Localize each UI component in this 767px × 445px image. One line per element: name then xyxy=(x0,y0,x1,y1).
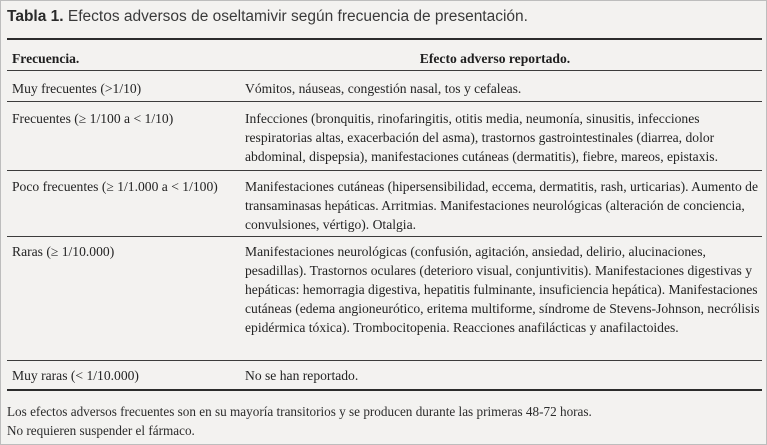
row-5-frequency: Muy raras (< 1/10.000) xyxy=(12,368,139,383)
row-5-effect: No se han reportado. xyxy=(245,368,359,383)
footnote-line-2: No requieren suspender el fármaco. xyxy=(7,423,195,438)
row-4-effect: Manifestaciones neurológicas (confusión, agitación, ansiedad, delirio, alucinaciones, pesadillas). Trastornos oculares (deterioro visual, conjuntivitis). Manifestaciones digestivas y hepáticas: hemorragia digestiva, hepatitis fulminante, insuficiencia hepática). Manifestaciones cutáneas (edema angioneurótico, eritema multiforme, síndrome de Stevens-Johnson, necrólisis epidérmica tóxica). Trombocitopenia. Reacciones anafilácticas y anafilactoides. xyxy=(245,244,760,335)
caption-text: Efectos adversos de oseltamivir según frecuencia de presentación. xyxy=(67,8,528,25)
header-frequency: Frecuencia. xyxy=(12,51,80,66)
row-1-frequency: Muy frecuentes (>1/10) xyxy=(12,81,142,96)
bottom-rule xyxy=(7,389,762,391)
table-caption xyxy=(7,8,528,26)
footnote-line-1: Los efectos adversos frecuentes son en su mayoría transitorios y se producen durante las primeras 48-72 horas. xyxy=(7,404,592,419)
row-divider xyxy=(7,360,762,361)
caption-label: Tabla 1. xyxy=(7,8,64,25)
row-3-effect: Manifestaciones cutáneas (hipersensibilidad, eccema, dermatitis, rash, urticarias). Aumento de transaminasas hepáticas. Arritmias. Manifestaciones neurológicas (alteración de conciencia, convulsiones, vértigo). Otalgia. xyxy=(245,179,758,232)
header-rule xyxy=(7,70,762,71)
row-2-frequency: Frecuentes (≥ 1/100 a < 1/10) xyxy=(12,111,174,126)
row-3-frequency: Poco frecuentes (≥ 1/1.000 a < 1/100) xyxy=(12,179,218,194)
row-divider xyxy=(7,236,762,237)
row-divider xyxy=(7,101,762,102)
row-1-effect: Vómitos, náuseas, congestión nasal, tos y cefaleas. xyxy=(245,81,522,96)
row-4-frequency: Raras (≥ 1/10.000) xyxy=(12,244,115,259)
top-rule xyxy=(7,38,762,40)
row-2-effect: Infecciones (bronquitis, rinofaringitis, otitis media, neumonía, sinusitis, infecciones respiratorias altas, exacerbación del asma), trastornos gastrointestinales (diarrea, dolor abdominal, dispepsia), manifestaciones cutáneas (dermatitis), fiebre, mareos, epistaxis. xyxy=(245,111,718,164)
header-effect: Efecto adverso reportado. xyxy=(419,51,571,66)
row-divider xyxy=(7,170,762,171)
